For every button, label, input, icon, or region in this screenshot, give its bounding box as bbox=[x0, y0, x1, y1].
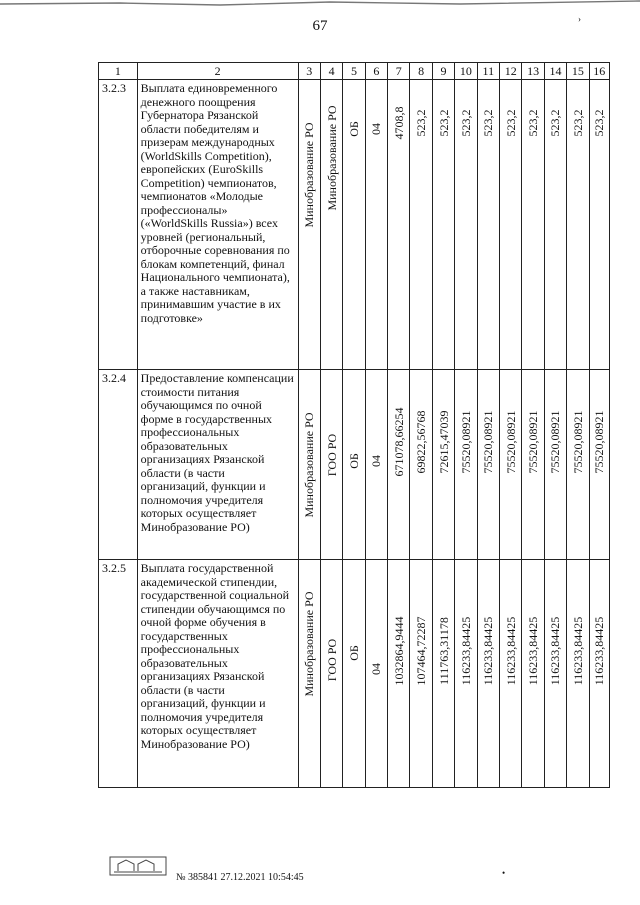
scan-dot: • bbox=[502, 868, 506, 878]
value-cell bbox=[410, 370, 432, 560]
executor-text: Минобразование РО bbox=[302, 591, 317, 697]
value-cell bbox=[522, 560, 544, 788]
header-cell: 3 bbox=[298, 63, 320, 80]
row-number: 3.2.4 bbox=[99, 370, 138, 560]
source-text: ОБ bbox=[346, 121, 361, 137]
page-number: 67 bbox=[312, 18, 328, 34]
value-text: 523,2 bbox=[526, 109, 541, 137]
header-cell: 11 bbox=[477, 63, 499, 80]
program-table bbox=[98, 62, 610, 788]
value-text: 107464,72287 bbox=[414, 616, 429, 686]
header-cell: 4 bbox=[320, 63, 342, 80]
header-cell: 16 bbox=[589, 63, 609, 80]
value-text: 523,2 bbox=[570, 109, 585, 137]
scan-top-edge bbox=[0, 0, 640, 10]
value-text: 523,2 bbox=[592, 109, 607, 137]
header-cell: 9 bbox=[432, 63, 454, 80]
value-cell bbox=[522, 80, 544, 370]
value-cell bbox=[388, 80, 410, 370]
table-row bbox=[99, 560, 610, 788]
value-text: 523,2 bbox=[414, 109, 429, 137]
value-text: 116233,84425 bbox=[526, 616, 541, 686]
participant-text: ГОО РО bbox=[324, 433, 339, 477]
header-cell: 13 bbox=[522, 63, 544, 80]
code-text: 04 bbox=[369, 123, 384, 136]
source-cell bbox=[343, 560, 365, 788]
value-cell bbox=[500, 560, 522, 788]
header-row bbox=[99, 63, 610, 80]
code-text: 04 bbox=[369, 662, 384, 675]
executor-cell bbox=[298, 560, 320, 788]
value-text: 523,2 bbox=[458, 109, 473, 137]
value-text: 523,2 bbox=[503, 109, 518, 137]
value-cell bbox=[567, 370, 589, 560]
registry-stamp-icon bbox=[108, 855, 168, 877]
source-cell bbox=[343, 80, 365, 370]
table-row bbox=[99, 370, 610, 560]
value-text: 111763,31178 bbox=[436, 616, 451, 685]
value-text: 69822,56768 bbox=[414, 410, 429, 474]
header-cell: 5 bbox=[343, 63, 365, 80]
header-cell: 2 bbox=[137, 63, 298, 80]
header-cell: 8 bbox=[410, 63, 432, 80]
value-cell bbox=[477, 370, 499, 560]
value-text: 671078,66254 bbox=[391, 407, 406, 477]
value-text: 116233,84425 bbox=[503, 616, 518, 686]
code-cell bbox=[365, 560, 387, 788]
header-cell: 1 bbox=[99, 63, 138, 80]
executor-cell bbox=[298, 80, 320, 370]
header-cell: 6 bbox=[365, 63, 387, 80]
row-description: Выплата государственной академической стипендии, государственной социальной стипендии обучающимся по очной форме обучения в государственных профессиональных образовательных организациях Рязанской области (в части организаций, функции и полномочия учредителя которых осуществляет Минобразование РО) bbox=[137, 560, 298, 788]
value-cell bbox=[477, 560, 499, 788]
executor-cell bbox=[298, 370, 320, 560]
value-cell bbox=[432, 370, 454, 560]
value-text: 1032864,9444 bbox=[391, 616, 406, 686]
value-cell bbox=[544, 80, 566, 370]
value-text: 116233,84425 bbox=[481, 616, 496, 686]
value-text: 116233,84425 bbox=[570, 616, 585, 686]
participant-text: Минобразование РО bbox=[324, 105, 339, 211]
document-timestamp: 27.12.2021 10:54:45 bbox=[220, 872, 304, 883]
value-cell bbox=[388, 560, 410, 788]
value-text: 75520,08921 bbox=[570, 410, 585, 474]
header-cell: 7 bbox=[388, 63, 410, 80]
document-number: № 385841 bbox=[176, 872, 219, 883]
value-cell bbox=[477, 80, 499, 370]
code-text: 04 bbox=[369, 454, 384, 467]
executor-text: Минобразование РО bbox=[302, 411, 317, 518]
source-cell bbox=[343, 370, 365, 560]
value-text: 116233,84425 bbox=[548, 616, 563, 686]
value-cell bbox=[500, 370, 522, 560]
header-cell: 10 bbox=[455, 63, 477, 80]
value-cell bbox=[522, 370, 544, 560]
value-cell bbox=[544, 560, 566, 788]
scan-mark: › bbox=[578, 14, 581, 24]
value-text: 523,2 bbox=[548, 109, 563, 137]
value-text: 4708,8 bbox=[391, 106, 406, 140]
value-text: 75520,08921 bbox=[548, 410, 563, 474]
row-description: Предоставление компенсации стоимости питания обучающимся по очной форме в государственных профессиональных образовательных организациях Рязанской области (в части организаций, функции и полномочия учредителя которых осуществляет Минобразование РО) bbox=[137, 370, 298, 560]
code-cell bbox=[365, 370, 387, 560]
value-text: 72615,47039 bbox=[436, 410, 451, 474]
participant-cell bbox=[320, 80, 342, 370]
table-row bbox=[99, 80, 610, 370]
code-cell bbox=[365, 80, 387, 370]
value-cell bbox=[567, 80, 589, 370]
value-text: 523,2 bbox=[436, 109, 451, 137]
value-cell bbox=[455, 370, 477, 560]
value-cell bbox=[567, 560, 589, 788]
value-text: 523,2 bbox=[481, 109, 496, 137]
value-cell bbox=[589, 80, 609, 370]
participant-cell bbox=[320, 370, 342, 560]
value-cell bbox=[410, 80, 432, 370]
value-text: 75520,08921 bbox=[481, 410, 496, 474]
header-cell: 12 bbox=[500, 63, 522, 80]
participant-cell bbox=[320, 560, 342, 788]
source-text: ОБ bbox=[346, 452, 361, 469]
value-cell bbox=[432, 80, 454, 370]
value-cell bbox=[589, 370, 609, 560]
executor-text: Минобразование РО bbox=[302, 122, 317, 228]
value-cell bbox=[589, 560, 609, 788]
value-cell bbox=[432, 560, 454, 788]
row-description: Выплата единовременного денежного поощрения Губернатора Рязанской области победителям и призерам международных (WorldSkills Competition), европейских (EuroSkills Competition) чемпионатов, чемпионатов «Молодые профессионалы» («WorldSkills Russia») всех уровней (региональный, отборочные соревнования по блокам компетенций, финал Национального чемпионата), а также наставникам, принимавшим участие в их подготовке» bbox=[137, 80, 298, 370]
value-cell bbox=[500, 80, 522, 370]
value-text: 75520,08921 bbox=[458, 410, 473, 474]
value-cell bbox=[544, 370, 566, 560]
value-text: 116233,84425 bbox=[592, 616, 607, 686]
value-text: 116233,84425 bbox=[458, 616, 473, 686]
row-number: 3.2.5 bbox=[99, 560, 138, 788]
header-cell: 14 bbox=[544, 63, 566, 80]
value-cell bbox=[388, 370, 410, 560]
value-text: 75520,08921 bbox=[526, 410, 541, 474]
participant-text: ГОО РО bbox=[324, 638, 339, 682]
document-footer bbox=[176, 872, 304, 883]
value-cell bbox=[455, 560, 477, 788]
row-number: 3.2.3 bbox=[99, 80, 138, 370]
value-cell bbox=[455, 80, 477, 370]
source-text: ОБ bbox=[346, 645, 361, 661]
value-cell bbox=[410, 560, 432, 788]
header-cell: 15 bbox=[567, 63, 589, 80]
value-text: 75520,08921 bbox=[503, 410, 518, 474]
value-text: 75520,08921 bbox=[592, 410, 607, 474]
